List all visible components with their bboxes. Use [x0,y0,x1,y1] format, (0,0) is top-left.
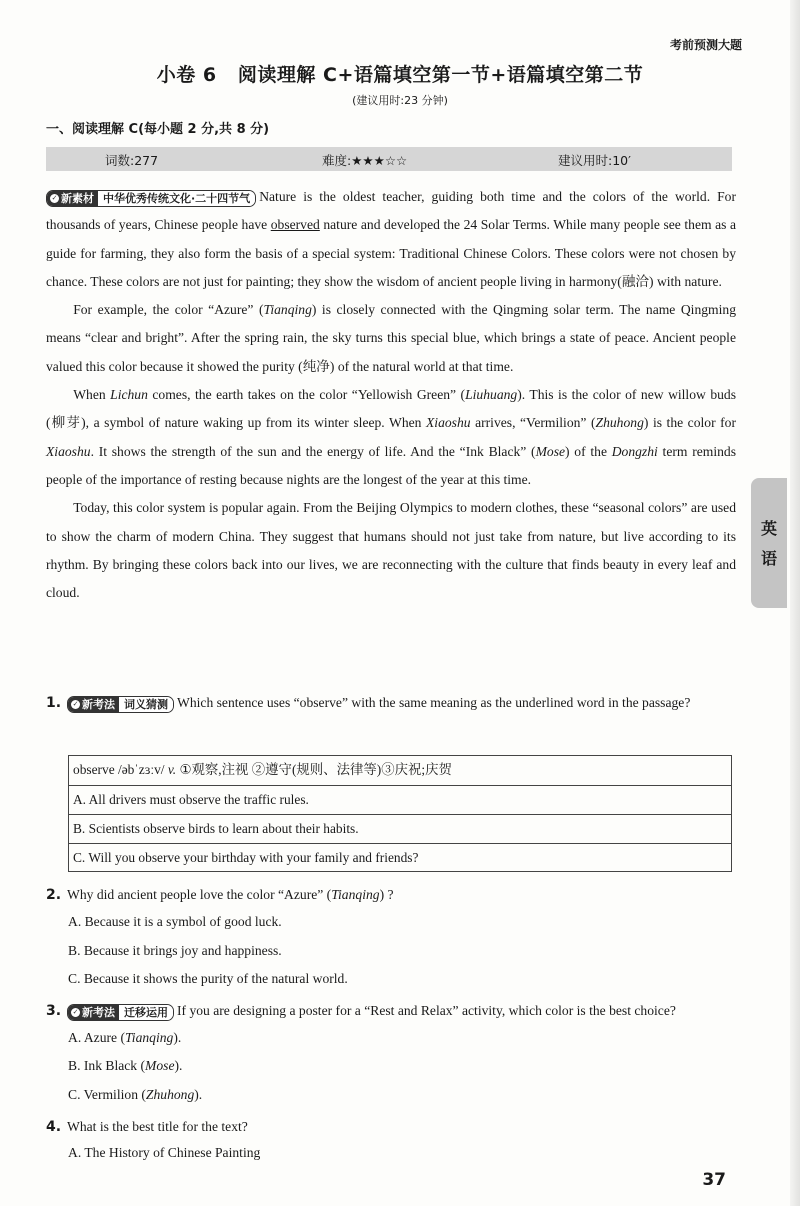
new-method-badge: ✓ 新考法 词义猜测 [67,696,174,713]
section-heading: 一、阅读理解 C(每小题 2 分,共 8 分) [46,122,270,137]
passage-paragraph-1: ✓ 新素材 中华优秀传统文化·二十四节气 Nature is the oldest teacher, guiding both time and the colors of the world. For thousands of years, Chinese people have observed nature and developed the 24 Solar Terms. While many people see them as a guide for farming, they also form the basis of a special system: Traditional Chinese Colors. These colors were not chosen by chance. These colors are not just for painting; they show the wisdom of ancient people living in harmony(融洽) with nature. [46,189,736,289]
q1-option-a[interactable]: A. All drivers must observe the traffic rules. [69,786,731,815]
q2-option-a[interactable]: A. Because it is a symbol of good luck. [68,914,282,929]
word-count: 词数:277 [105,153,159,168]
passage-paragraph-4: Today, this color system is popular again. From the Beijing Olympics to modern clothes, these “seasonal colors” are used to show the charm of modern China. They suggest that humans should not just take from nature, but live according to its rhythm. By bringing these colors back into our lives, we are reconnecting with the culture that finds beauty in every leaf and cloud. [46,500,736,601]
header-tag: 考前预测大题 [669,38,742,52]
q2-option-c[interactable]: C. Because it shows the purity of the natural world. [68,971,348,986]
suggested-time: 建议用时:10′ [558,153,631,168]
q1-option-b[interactable]: B. Scientists observe birds to learn about their habits. [69,815,731,844]
reading-passage [46,183,736,607]
new-material-badge: ✓ 新素材 中华优秀传统文化·二十四节气 [46,190,256,207]
difficulty-rating: 难度:★★★☆☆ [322,153,408,168]
subject-side-tab: 英 语 [751,478,787,608]
passage-paragraph-3: When Lichun comes, the earth takes on the color “Yellowish Green” (Liuhuang). This is the color of new willow buds (柳芽), a symbol of nature waking up from its winter sleep. When Xiaoshu arrives, “Vermilion” (Zhuhong) is the color for Xiaoshu. It shows the strength of the sun and the energy of life. And the “Ink Black” (Mose) of the Dongzhi term reminds people of the importance of resting because nights are the longest of the year at this time. [46,387,737,487]
page-subtitle: (建议用时:23 分钟) [352,94,448,107]
q3-option-a[interactable]: A. Azure (Tianqing). [68,1030,182,1045]
passage-paragraph-2: For example, the color “Azure” (Tianqing) is closely connected with the Qingming solar term. The name Qingming means “clear and bright”. After the spring rain, the sky turns this special blue, which brings a state of peace. Ancient people valued this color because it showed the purity (纯净) of the natural world at that time. [46,302,736,374]
q3-option-c[interactable]: C. Vermilion (Zhuhong). [68,1087,203,1102]
vocab-entry: observe /əbˈzɜːv/ v. ①观察,注视 ②遵守(规则、法律等)③庆祝;庆贺 [69,756,731,786]
new-method-badge: ✓ 新考法 迁移运用 [67,1004,174,1021]
page-number: 37 [702,1170,726,1190]
question-2: 2. Why did ancient people love the color “Azure” (Tianqing) ? [46,887,394,903]
info-bar [46,147,732,171]
question-4: 4. What is the best title for the text? [46,1119,248,1135]
badge-check-icon: ✓ [72,1008,79,1016]
vocab-table [68,755,732,872]
page-edge-shadow [790,0,800,1206]
q3-option-b[interactable]: B. Ink Black (Mose). [68,1058,183,1073]
page-title: 小卷 6 阅读理解 C+语篇填空第一节+语篇填空第二节 [156,64,644,86]
badge-check-icon: ✓ [72,700,79,708]
badge-check-icon: ✓ [51,194,58,202]
q1-option-c[interactable]: C. Will you observe your birthday with your family and friends? [73,850,419,865]
underlined-word: observed [270,217,320,233]
question-3: 3. ✓ 新考法 迁移运用 If you are designing a poster for a “Rest and Relax” activity, which color is the best choice? [46,1003,676,1019]
q2-option-b[interactable]: B. Because it brings joy and happiness. [68,943,282,958]
q4-option-a[interactable]: A. The History of Chinese Painting [68,1145,261,1160]
question-1: 1. ✓ 新考法 词义猜测 Which sentence uses “observe” with the same meaning as the underlined word in the passage? [46,695,691,711]
